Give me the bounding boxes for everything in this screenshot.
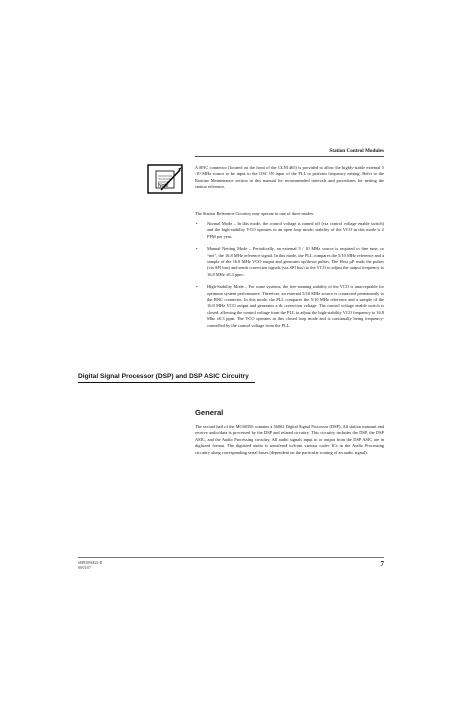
section-title: Digital Signal Processor (DSP) and DSP ASIC Circuitry bbox=[78, 373, 249, 380]
list-item: • High-Stability Mode – For some systems, the free-running stability of the VCO is unacceptable for optimum system performance. Therefore, an external 5/10 MHz source is connected permanently to the BNC connector. In this mode, the PLL compares the 5/10 MHz reference and a sample of the 16.8 MHz VCO output and generates a dc correction voltage. The control voltage enable switch is closed, allowing the control voltage from the PLL to adjust the high-stability VCO frequency to 16.8 Mhz ±0.3 ppm. The VCO operates in this closed loop mode and is continually being frequency-controlled by the control voltage from the PLL. bbox=[195, 284, 384, 329]
section-rule bbox=[78, 382, 255, 383]
footer-rule bbox=[78, 557, 384, 558]
footer-doc-info bbox=[78, 561, 102, 571]
note-icon bbox=[147, 164, 185, 196]
list-item: • Manual Netting Mode – Periodically, an external 5 / 10 MHz source is required to fine tune, or “net”, the 16.8 MHz reference signal. In this mode, the PLL compares the 5/10 MHz reference and a sample of the 16.8 MHz VCO output and generates up/down pulses. The Host µP reads the pulses (via SPI bus) and sends correction signals (via SPI bus) to the VCO to adjust the output frequency to 16.8 MHz ±0.3 ppm. bbox=[195, 246, 384, 278]
running-header-title: Station Control Modules bbox=[329, 148, 384, 154]
modes-list bbox=[195, 221, 384, 335]
footer-doc-id: 68P81096E22-D bbox=[78, 561, 103, 565]
page-number: 7 bbox=[380, 560, 384, 568]
dsp-general-paragraph: The second half of the MC68356 contains a 56002 Digital Signal Processor (DSP). All station transmit and receive audio/data is processed by the DSP and related circuitry. This circuitry includes the DSP, the DSP ASIC, and the Audio Processing circuitry. All audio signals input to or output from the DSP ASIC are in digitized format. The digitized audio is transfered to/from various codec ICs in the Audio Processing circuitry along corresponding serial buses (dependent on the particular routing of an audio signal). bbox=[195, 424, 384, 455]
note-icon-label: Note bbox=[158, 183, 169, 189]
list-item: • Normal Mode – In this mode, the control voltage is turned off (via control voltage enable switch) and the high-stability VCO operates in an open loop mode; stability of the VCO in this mode is 2 PPM per year. bbox=[195, 221, 384, 240]
subsection-title: General bbox=[195, 408, 224, 417]
modes-intro-paragraph: The Station Reference Circuitry may operate in one of three modes: bbox=[195, 211, 315, 216]
netting-paragraph: A BNC connector (located on the front of the CLN1465) is provided to allow the highly-stable external 5 /10 MHz source to be input to the OSC IN input of the PLL to perform frequency netting. Refer to the Routine Maintenance section in this manual for recommended intervals and procedures for netting the station reference. bbox=[195, 165, 384, 190]
header-rule bbox=[195, 156, 384, 157]
footer-date: 09/01/07 bbox=[78, 566, 91, 570]
